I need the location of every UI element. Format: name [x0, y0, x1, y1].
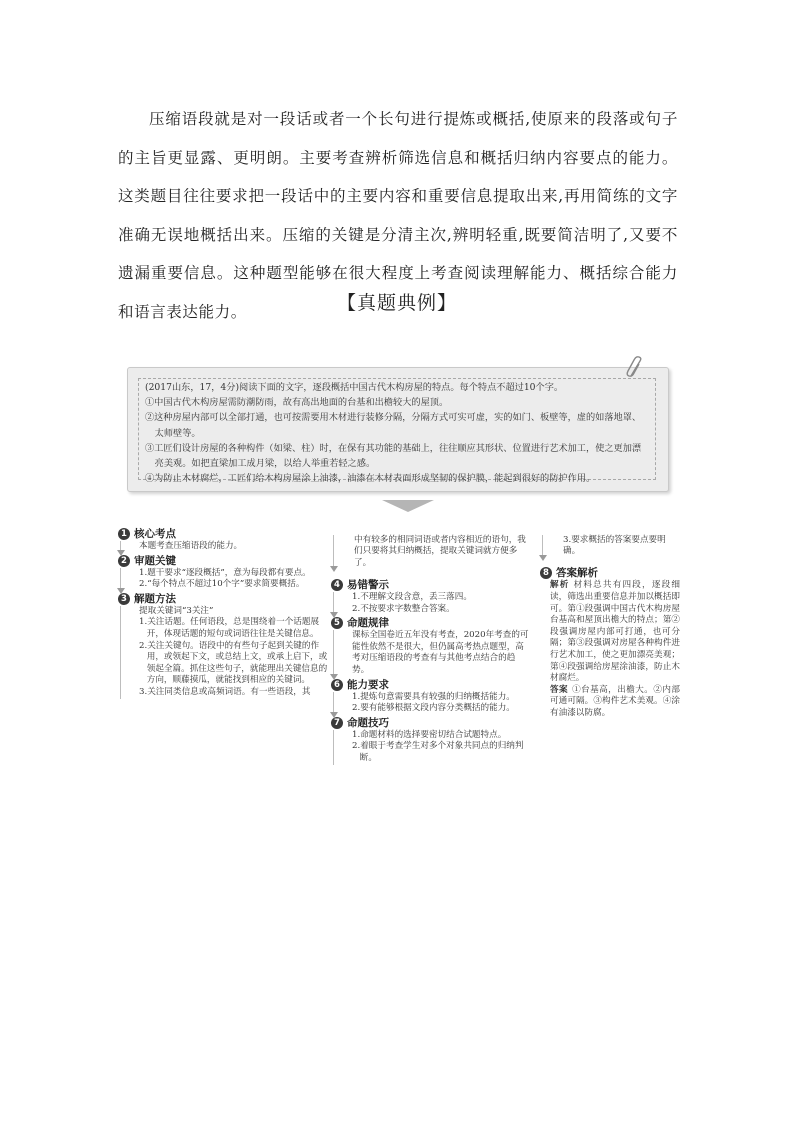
list-item: 2.要有能够根据文段内容分类概括的能力。 [352, 703, 515, 714]
section-heading: 答案解析 [556, 567, 598, 580]
paperclip-icon [625, 356, 645, 380]
section-body [540, 580, 680, 719]
step-number-icon: 1 [118, 528, 130, 540]
step-number-icon: 4 [331, 579, 343, 591]
question-paragraph-4: ④为防止木材腐烂，工匠们给木构房屋涂上油漆，油漆在木材表面形成坚韧的保护膜，能起到很好的防护作用。 [145, 473, 596, 485]
section-text: 3.要求概括的答案要点要明确。 [563, 534, 666, 557]
intro-paragraph: 压缩语段就是对一段话或者一个长句进行提炼或概括,使原来的段落或句子的主旨更显露、更明朗。主要考查辨析筛选信息和概括归纳内容要点的能力。这类题目往往要求把一段话中的主要内容和重要信息提取出来,再用简练的文字准确无误地概括出来。压缩的关键是分清主次,辨明轻重,既要简洁明了,又要不遗漏重要信息。这种题型能够在很大程度上考查阅读理解能力、概括综合能力和语言表达能力。 [118, 110, 678, 321]
answer-text: ①台基高，出檐大。②内部可通可隔。③构件艺术美观。④涂有油漆以防腐。 [550, 684, 680, 718]
section-solving-method [118, 592, 328, 606]
section-body [333, 592, 531, 615]
question-paragraph-3: ③工匠们设计房屋的各种构件（如梁、柱）时，在保有其功能的基础上，往往顺应其形状、位置进行艺术加工，使之更加漂亮美观。如把直梁加工成月梁，以给人举重若轻之感。 [145, 442, 642, 470]
flow-arrow-icon [330, 712, 338, 718]
step-number-icon: 7 [331, 717, 343, 729]
continued-text [333, 535, 531, 570]
column-1 [118, 526, 328, 700]
section-key-reading [118, 554, 328, 568]
section-heading: 易错警示 [347, 578, 389, 591]
section-heading: 命题技巧 [347, 716, 389, 729]
column-2 [331, 526, 531, 766]
section-heading: 命题规律 [347, 617, 389, 630]
section-body [333, 692, 531, 715]
section-body [333, 730, 531, 765]
step-number-icon: 6 [331, 679, 343, 691]
section-heading: 审题关键 [134, 554, 176, 567]
flow-arrow-icon [539, 555, 547, 561]
section-question-technique [331, 716, 531, 730]
list-item: 2.关注关键句。语段中的有些句子起到关键的作用，或领起下文，或总结上文，或承上启下，或领起全篇。抓住这些句子，就能理出关键信息的方向，顺藤摸瓜，就能找到相应的关键词。 [139, 640, 328, 686]
section-text: 课标全国卷近五年没有考查，2020年考查的可能性依然不是很大，但仍属高考热点题型，高考对压缩语段的考查有与其他考点结合的趋势。 [352, 630, 529, 675]
section-text: 提取关键词“3关注” [139, 605, 214, 616]
question-box [138, 378, 656, 485]
section-text: 本题考查压缩语段的能力。 [139, 541, 243, 551]
section-body [120, 568, 328, 591]
continued-text [542, 535, 680, 558]
list-item: 1.题干要求“逐段概括”，意为每段都有要点。 [139, 567, 311, 578]
question-card [127, 367, 669, 492]
section-title: 【真题典例】 [336, 292, 457, 314]
step-number-icon: 5 [331, 617, 343, 629]
flow-arrow-icon [330, 566, 338, 572]
section-text: 中有较多的相同词语或者内容相近的语句，我们只要将其归纳概括，提取关键词就方便多了。 [354, 534, 526, 568]
section-core-point [118, 527, 328, 541]
section-body [333, 630, 531, 676]
list-item: 2.着眼于考查学生对多个对象共同点的归纳判断。 [352, 741, 524, 763]
flow-arrow-icon [117, 550, 125, 556]
flow-arrow-icon [330, 612, 338, 618]
list-item: 2.“每个特点不超过10个字”要求简要概括。 [139, 579, 305, 590]
section-heading: 能力要求 [347, 678, 389, 691]
list-item: 3.关注同类信息或高频词语。有一些语段，其 [139, 686, 311, 697]
section-heading: 核心考点 [134, 528, 176, 540]
list-item: 1.命题材料的选择要密切结合试题特点。 [352, 729, 507, 740]
question-paragraph-1: ①中国古代木构房屋需防潮防雨，故有高出地面的台基和出檐较大的屋顶。 [145, 397, 449, 409]
step-number-icon: 2 [118, 555, 130, 567]
flow-arrow-icon [117, 588, 125, 594]
section-ability-requirement [331, 678, 531, 692]
step-number-icon: 3 [118, 593, 130, 605]
question-stem: (2017山东，17，4分)阅读下面的文字，逐段概括中国古代木构房屋的特点。每个特点不超过10个字。 [145, 382, 564, 393]
list-item: 1.关注话题。任何语段，总是围绕着一个话题展开，体现话题的短句或词语往往是关键信息。 [139, 617, 320, 639]
list-item: 2.不按要求字数整合答案。 [352, 603, 455, 614]
question-paragraph-2: ②这种房屋内部可以全部打通，也可按需要用木材进行装修分隔，分隔方式可实可虚，实的如门、板壁等，虚的如落地罩、太师壁等。 [145, 412, 642, 439]
section-heading: 解题方法 [134, 592, 176, 605]
section-common-errors [331, 578, 531, 592]
flow-arrow-icon [330, 674, 338, 680]
column-3 [540, 526, 680, 721]
analysis-text: 材料总共有四段，逐段细读，筛选出重要信息并加以概括即可。第①段强调中国古代木构房屋台基高和屋顶出檐大的特点；第②段强调房屋内部可打通，也可分隔；第③段强调对房屋各种构件进行艺术加工，使之更加漂亮美观；第④段强调给房屋涂油漆，防止木材腐烂。 [550, 580, 680, 684]
down-arrow-icon [382, 500, 434, 512]
section-body [120, 606, 328, 699]
section-exam-pattern [331, 616, 531, 630]
section-body [120, 541, 328, 553]
step-number-icon: 8 [540, 567, 552, 579]
section-answer-analysis [540, 566, 680, 580]
list-item: 1.不理解文段含意，丢三落四。 [352, 591, 472, 602]
analysis-label: 解析 [550, 580, 570, 591]
list-item: 1.提炼句意需要具有较强的归纳概括能力。 [352, 691, 515, 702]
answer-label: 答案 [550, 684, 569, 695]
